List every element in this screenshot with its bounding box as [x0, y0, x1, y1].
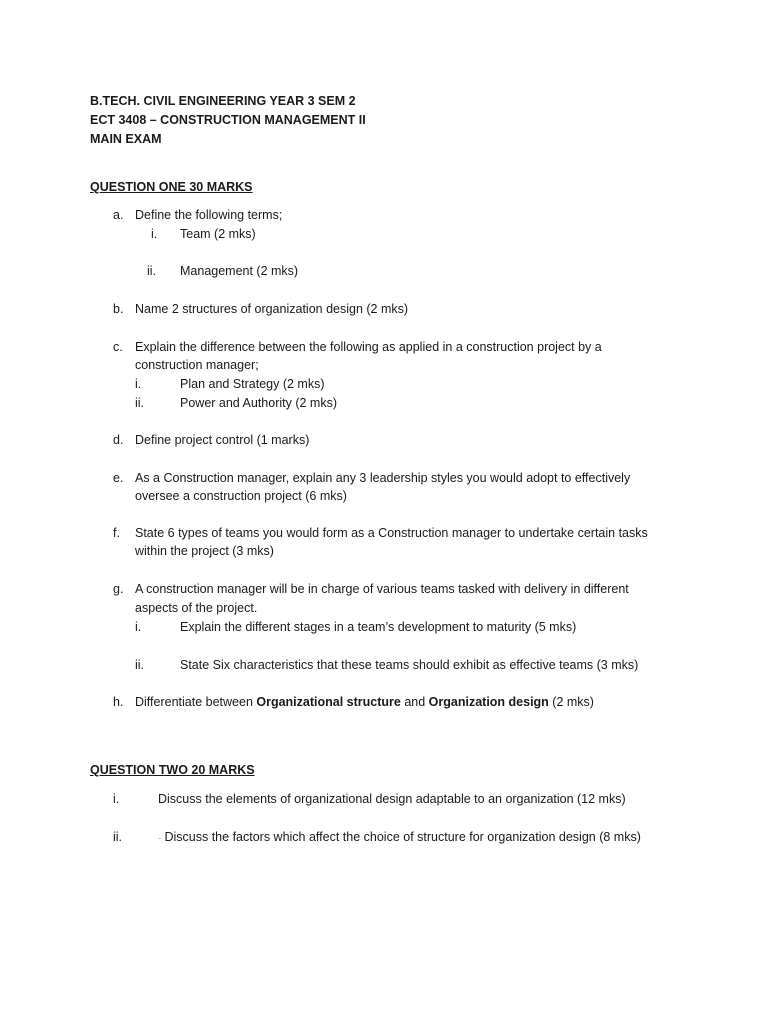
- item-a-i-marker: i.: [151, 227, 158, 241]
- item-h-pre: Differentiate between: [135, 695, 257, 709]
- item-c-ii-text: Power and Authority (2 mks): [180, 396, 338, 410]
- item-a-text: Define the following terms;: [135, 208, 283, 222]
- item-g-i-text: Explain the different stages in a team’s development to maturity (5 mks): [180, 620, 577, 634]
- item-g-i-marker: i.: [135, 620, 142, 634]
- item-a-marker: a.: [113, 208, 124, 222]
- item-h-term-design: Organization design: [428, 695, 549, 709]
- item-c-ii-marker: ii.: [135, 396, 145, 410]
- item-f-line1: State 6 types of teams you would form as a Construction manager to undertake certain tasks: [135, 526, 648, 540]
- item-g-line1: A construction manager will be in charge of various teams tasked with delivery in different: [135, 582, 629, 596]
- item-h-post: (2 mks): [548, 695, 594, 709]
- q2-item-ii-text: [158, 828, 641, 847]
- item-h-text: [135, 693, 594, 711]
- item-g-ii-marker: ii.: [135, 658, 145, 672]
- item-h-term-structure: Organizational structure: [256, 695, 401, 709]
- item-b-text: Name 2 structures of organization design (2 mks): [135, 302, 409, 316]
- item-e-line2: oversee a construction project (6 mks): [135, 489, 347, 503]
- item-d-text: Define project control (1 marks): [135, 433, 310, 447]
- item-d-marker: d.: [113, 433, 124, 447]
- q2-item-ii-body: Discuss the factors which affect the choice of structure for organization design (8 mks): [164, 830, 641, 844]
- item-f-marker: f.: [113, 526, 120, 540]
- item-c-i-text: Plan and Strategy (2 mks): [180, 377, 325, 391]
- item-b-marker: b.: [113, 302, 124, 316]
- item-c-line1: Explain the difference between the following as applied in a construction project by a: [135, 340, 602, 354]
- item-a-ii-marker: ii.: [147, 264, 157, 278]
- q2-item-i-marker: i.: [113, 792, 120, 806]
- header-course: ECT 3408 – CONSTRUCTION MANAGEMENT II: [90, 113, 366, 127]
- item-g-marker: g.: [113, 582, 124, 596]
- item-c-i-marker: i.: [135, 377, 142, 391]
- q2-item-ii-marker: ii.: [113, 830, 123, 844]
- q2-item-ii-dash: -: [158, 833, 161, 843]
- header-program: B.TECH. CIVIL ENGINEERING YEAR 3 SEM 2: [90, 94, 356, 108]
- item-c-line2: construction manager;: [135, 358, 259, 372]
- question-one-heading: QUESTION ONE 30 MARKS: [90, 180, 253, 194]
- item-f-line2: within the project (3 mks): [135, 544, 274, 558]
- question-two-heading: QUESTION TWO 20 MARKS: [90, 763, 255, 777]
- header-exam-type: MAIN EXAM: [90, 132, 162, 146]
- item-g-line2: aspects of the project.: [135, 601, 258, 615]
- item-h-mid: and: [400, 695, 429, 709]
- item-e-marker: e.: [113, 471, 124, 485]
- item-a-i-text: Team (2 mks): [180, 227, 256, 241]
- item-e-line1: As a Construction manager, explain any 3 leadership styles you would adopt to effectively: [135, 471, 631, 485]
- item-a-ii-text: Management (2 mks): [180, 264, 299, 278]
- item-g-ii-text: State Six characteristics that these teams should exhibit as effective teams (3 mks): [180, 658, 639, 672]
- item-c-marker: c.: [113, 340, 123, 354]
- item-h-marker: h.: [113, 695, 124, 709]
- q2-item-i-text: Discuss the elements of organizational design adaptable to an organization (12 mks): [158, 792, 626, 806]
